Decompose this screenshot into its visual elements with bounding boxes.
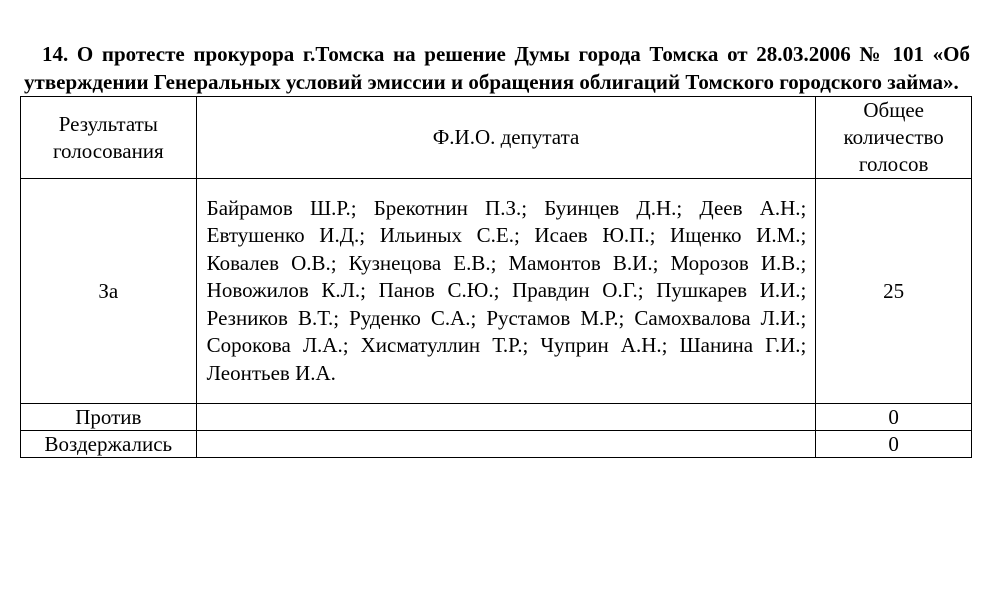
voting-results-table [20,96,972,458]
count-cell-against: 0 [816,404,972,431]
header-deputy-name: Ф.И.О. депутата [196,97,816,179]
table-row-for [21,179,972,404]
agenda-item-heading: 14. О протесте прокурора г.Томска на решение Думы города Томска от 28.03.2006 № 101 «Об утверждении Генеральных условий эмиссии и обращения облигаций Томского городского займа». [24,42,970,94]
result-cell-against: Против [21,404,197,431]
table-row-against [21,404,972,431]
document [20,40,972,458]
names-cell-for: Байрамов Ш.Р.; Брекотнин П.З.; Буинцев Д.Н.; Деев А.Н.; Евтушенко И.Д.; Ильиных С.Е.; Исаев Ю.П.; Ищенко И.М.; Ковалев О.В.; Кузнецова Е.В.; Мамонтов В.И.; Морозов И.В.; Новожилов К.Л.; Панов С.Ю.; Правдин О.Г.; Пушкарев И.И.; Резников В.Т.; Руденко С.А.; Рустамов М.Р.; Самохвалова Л.И.; Сорокова Л.А.; Хисматуллин Т.Р.; Чуприн А.Н.; Шанина Г.И.; Леонтьев И.А. [196,179,816,404]
header-total-votes: Общее количество голосов [816,97,972,179]
header-results: Результаты голосования [21,97,197,179]
result-cell-for: За [21,179,197,404]
count-cell-for: 25 [816,179,972,404]
table-header-row [21,97,972,179]
result-cell-abstained: Воздержались [21,431,197,458]
count-cell-abstained: 0 [816,431,972,458]
table-row-abstained [21,431,972,458]
names-cell-against [196,404,816,431]
names-cell-abstained [196,431,816,458]
